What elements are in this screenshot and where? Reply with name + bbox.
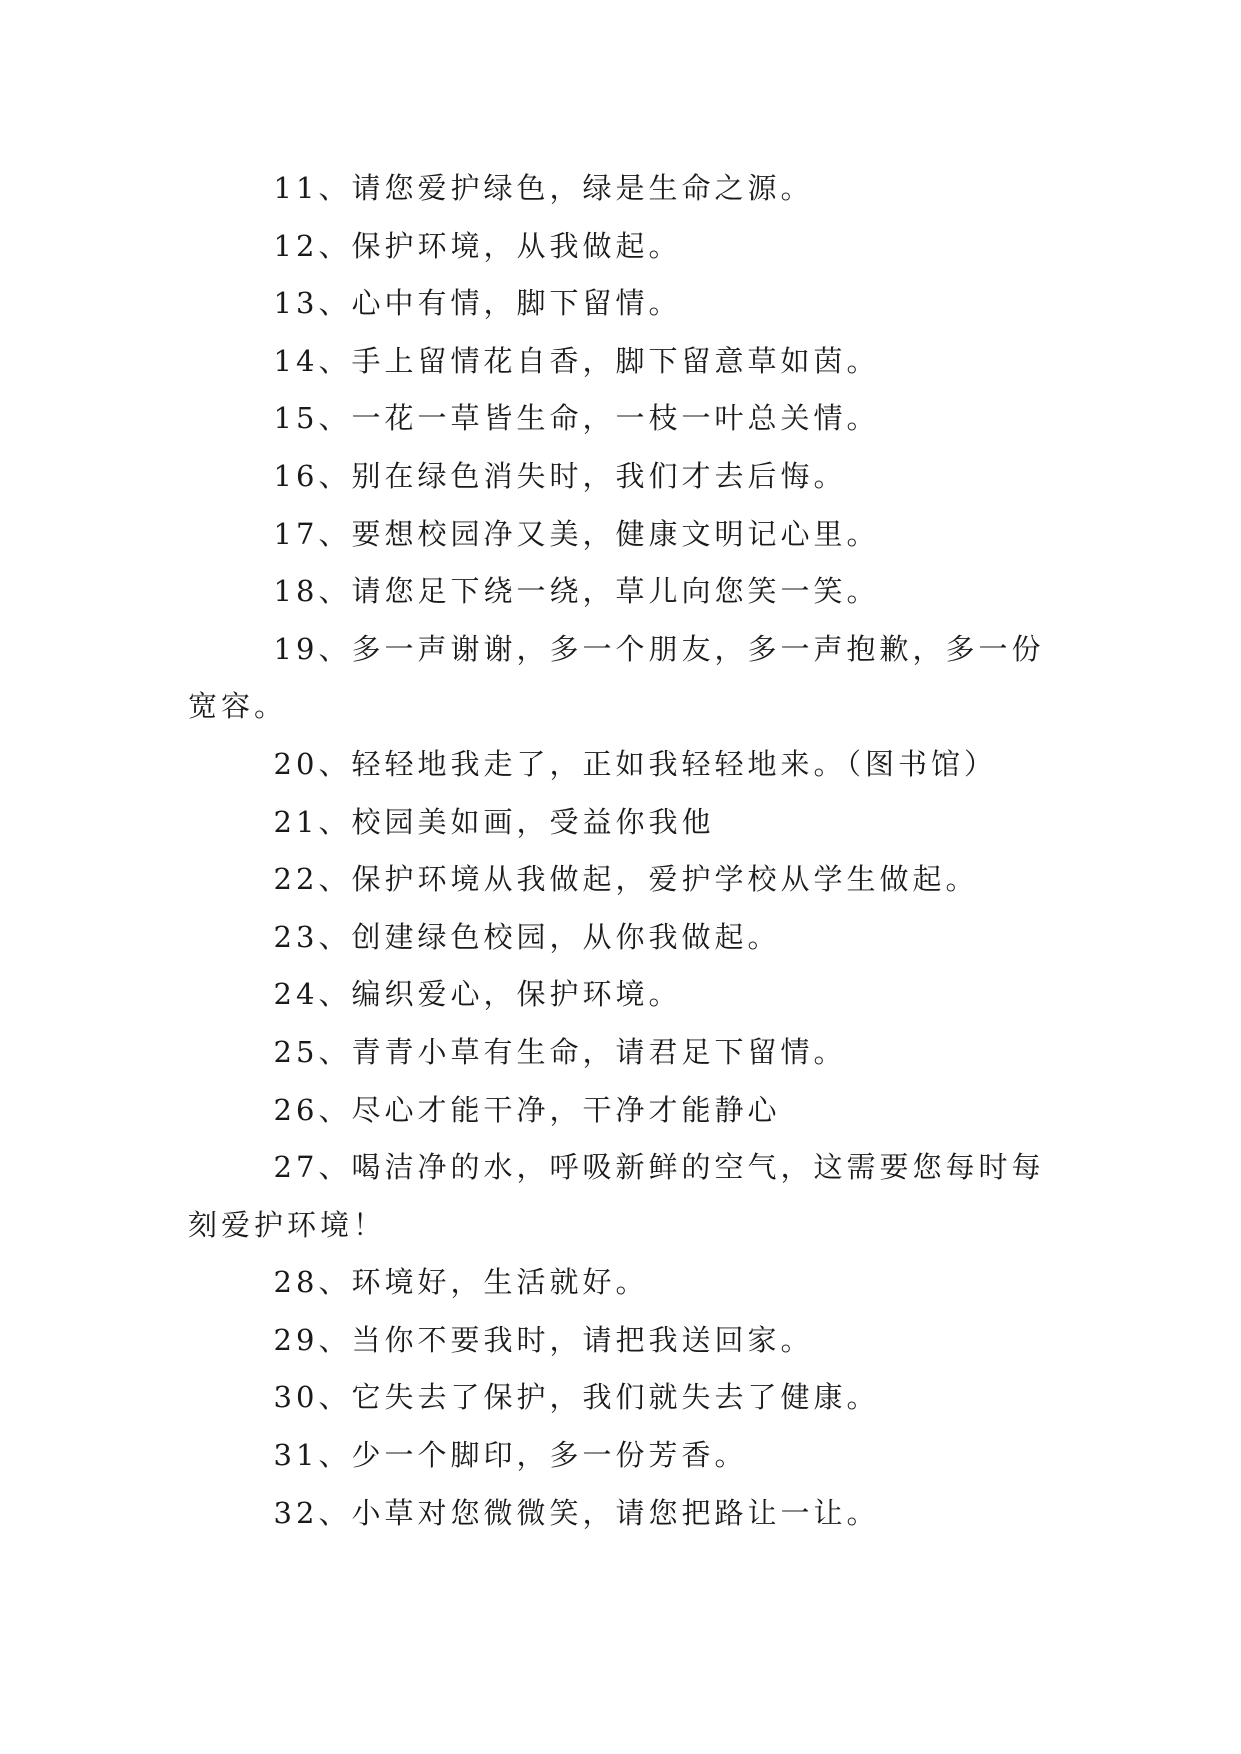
list-item: 15、一花一草皆生命，一枝一叶总关情。 <box>273 401 880 436</box>
list-item: 17、要想校园净又美，健康文明记心里。 <box>273 516 880 551</box>
list-item: 16、别在绿色消失时，我们才去后悔。 <box>273 458 847 493</box>
list-item: 25、青青小草有生命，请君足下留情。 <box>273 1034 847 1069</box>
list-item: 30、它失去了保护，我们就失去了健康。 <box>273 1380 880 1415</box>
list-item: 23、创建绿色校园，从你我做起。 <box>273 919 781 954</box>
list-item: 26、尽心才能干净，干净才能静心 <box>273 1092 781 1127</box>
list-item: 27、喝洁净的水，呼吸新鲜的空气，这需要您每时每刻爱护环境！ <box>188 1150 1045 1242</box>
list-item: 29、当你不要我时，请把我送回家。 <box>273 1322 814 1357</box>
slogan-list <box>188 160 1058 1542</box>
list-item: 32、小草对您微微笑，请您把路让一让。 <box>273 1495 880 1530</box>
list-item: 11、请您爱护绿色，绿是生命之源。 <box>273 171 814 205</box>
list-item: 24、编织爱心，保护环境。 <box>273 977 682 1012</box>
list-item: 18、请您足下绕一绕，草儿向您笑一笑。 <box>273 574 880 609</box>
list-item: 12、保护环境，从我做起。 <box>273 228 682 263</box>
list-item: 31、少一个脚印，多一份芳香。 <box>273 1438 748 1473</box>
list-item: 19、多一声谢谢，多一个朋友，多一声抱歉，多一份宽容。 <box>188 631 1045 724</box>
list-item: 13、心中有情，脚下留情。 <box>273 286 682 321</box>
list-item: 20、轻轻地我走了，正如我轻轻地来。（图书馆） <box>273 746 997 781</box>
list-item: 28、环境好，生活就好。 <box>273 1265 649 1300</box>
list-item: 14、手上留情花自香，脚下留意草如茵。 <box>273 343 880 378</box>
list-item: 21、校园美如画，受益你我他 <box>273 804 715 839</box>
list-item: 22、保护环境从我做起，爱护学校从学生做起。 <box>273 862 979 897</box>
